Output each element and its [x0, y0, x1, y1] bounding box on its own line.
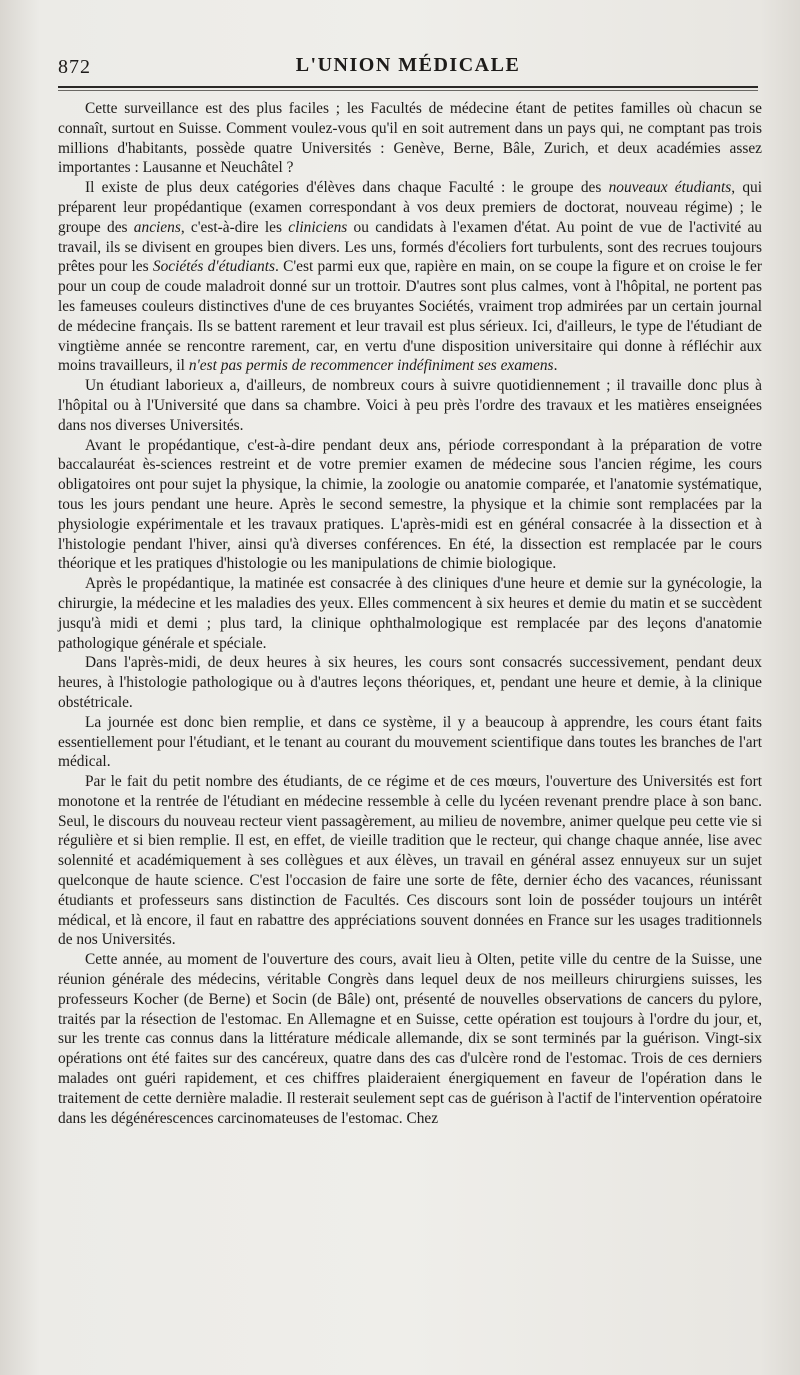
text-run: Un étudiant laborieux a, d'ailleurs, de nombreux cours à suivre quotidiennement ; il travaille donc plus à l'hôpital ou à l'Université que dans sa chambre. Voici à peu près l'ordre des travaux et les matières enseignées dans nos diverses Universités. — [58, 377, 762, 434]
text-run: Il existe de plus deux catégories d'élèves dans chaque Faculté : le groupe des — [85, 179, 609, 197]
text-run: Cette année, au moment de l'ouverture des cours, avait lieu à Olten, petite ville du centre de la Suisse, une réunion générale des médecins, véritable Congrès dans lequel deux de nos meilleurs chirurgiens suisses, les professeurs Kocher (de Berne) et Socin (de Bâle) ont, présenté de nouvelles observations de cancers du pylore, traités par la résection de l'estomac. En Allemagne et en Suisse, cette opération est toujours à l'ordre du jour, et, sur les trente cas connus dans la littérature médicale allemande, dix se sont terminés par la guérison. Vingt-six opérations ont été faites sur des cancéreux, quatre dans des cas d'ulcère rond de l'estomac. Trois de ces derniers malades ont guéri rapidement, et ces chiffres plaideraient énergiquement en faveur de l'opération dans le traitement de cette dernière maladie. Il resterait seulement sept cas de guérison à l'actif de l'intervention opératoire dans les dégénérescences carcinomateuses de l'estomac. Chez — [58, 951, 762, 1127]
text-run: Cette surveillance est des plus faciles ; les Facultés de médecine étant de petites familles où chacun se connaît, surtout en Suisse. Comment voulez-vous qu'il en soit autrement dans un pays qui, ne comptant pas trois millions d'habitants, possède quatre Universités : Genève, Berne, Bâle, Zurich, et deux académies assez importantes : Lausanne et Neuchâtel ? — [58, 100, 762, 177]
paragraph — [58, 376, 762, 435]
text-run: Avant le propédantique, c'est-à-dire pendant deux ans, période correspondant à la préparation de votre baccalauréat ès-sciences restreint et de votre premier examen de médecine sous l'ancien régime, les cours obligatoires ont pour sujet la physique, la chimie, la zoologie ou anatomie comparée, et l'anatomie systématique, tous les jours pendant une heure. Après le second semestre, la physique et la chimie sont remplacées par la physiologie expérimentale et les travaux pratiques. L'après-midi est en général consacrée à la dissection et à l'histologie pendant l'hiver, ainsi qu'à diverses conférences. En été, la dissection est remplacée par le cours théorique et les pratiques d'histologie ou les manipulations de chimie biologique. — [58, 436, 762, 573]
paragraph — [58, 772, 762, 950]
italic-run: nouveaux étudiants — [608, 179, 732, 197]
page-header — [58, 52, 758, 86]
italic-run: Sociétés d'étudiants — [152, 258, 276, 276]
text-run: . — [553, 357, 558, 375]
text-run: La journée est donc bien remplie, et dans ce système, il y a beaucoup à apprendre, les cours étant faits essentiellement pour l'étudiant, et le tenant au courant du mouvement scientifique dans toutes les branches de l'art médical. — [58, 713, 762, 771]
text-run: Dans l'après-midi, de deux heures à six heures, les cours sont consacrés successivement, pendant deux heures, à l'histologie pathologique ou à d'autres leçons théoriques, et, pendant une heure et demie, à la clinique obstétricale. — [58, 654, 762, 711]
running-title: L'UNION MÉDICALE — [295, 54, 521, 76]
italic-run: anciens — [133, 218, 181, 236]
italic-run: n'est pas permis de recommencer indéfiniment ses examens — [188, 357, 554, 375]
paragraph — [58, 99, 762, 178]
text-run: , qui préparent leur propédantique (examen correspondant à vos deux premiers de doctorat, nouveau régime) ; le groupe des — [58, 179, 762, 236]
header-rule — [58, 86, 758, 88]
article-body — [58, 99, 762, 1128]
paragraph — [58, 574, 762, 653]
paragraph — [58, 653, 762, 712]
paragraph — [58, 950, 762, 1128]
text-run: ou candidats à l'examen d'état. Au point de vue de l'activité au travail, ils se divisent en groupes bien divers. Les uns, formés d'écoliers fort turbulents, sont des recrues toujours prêtes pour les — [58, 218, 762, 276]
text-run: . C'est parmi eux que, rapière en main, on se coupe la figure et on croise le fer pour un coup de coude maladroit donné sur un trottoir. D'autres sont plus calmes, vont à l'hôpital, ne portent pas les fameuses couleurs distinctives d'une de ces bruyantes Sociétés, vraiment trop admirées par un certain journal de médecine français. Ils se battent rarement et leur travail est plus sérieux. Ici, d'ailleurs, le type de l'étudiant de vingtième année se rencontre rarement, car, en vertu d'une disposition universitaire qui donne à réfléchir aux moins travailleurs, il — [58, 258, 762, 375]
header-rule-thin — [58, 90, 758, 91]
paragraph — [58, 713, 762, 772]
paragraph — [58, 178, 762, 376]
paragraph — [58, 436, 762, 575]
text-run: Par le fait du petit nombre des étudiants, de ce régime et de ces mœurs, l'ouverture des Universités est fort monotone et la rentrée de l'étudiant en médecine ressemble à celle du lycéen revenant prendre place à son banc. Seul, le discours du nouveau recteur vient passagèrement, au milieu de novembre, animer quelque peu cette vie si régulière et si bien remplie. Il est, en effet, de vieille tradition que le recteur, qui change chaque année, lise avec solennité et académiquement à ses collègues et aux élèves, un travail en général assez ennuyeux sur un sujet quelconque de haute science. C'est l'occasion de faire une sorte de fête, dernier écho des vacances, réunissant étudiants et professeurs sans distinction de Facultés. Ces discours sont loin de posséder toujours un intérêt médical, et là encore, il faut en rabattre des appréciations souvent données en France sur les usages traditionnels de nos Universités. — [58, 773, 762, 949]
italic-run: cliniciens — [288, 218, 348, 236]
text-run: , c'est-à-dire les — [180, 218, 289, 236]
page-number: 872 — [58, 56, 91, 78]
text-run: Après le propédantique, la matinée est consacrée à des cliniques d'une heure et demie sur la gynécologie, la chirurgie, la médecine et les maladies des yeux. Elles commencent à six heures et demie du matin et se succèdent jusqu'à midi et demi ; plus tard, la clinique ophthalmologique est remplacée par des leçons d'anatomie pathologique générale et spéciale. — [58, 575, 762, 652]
